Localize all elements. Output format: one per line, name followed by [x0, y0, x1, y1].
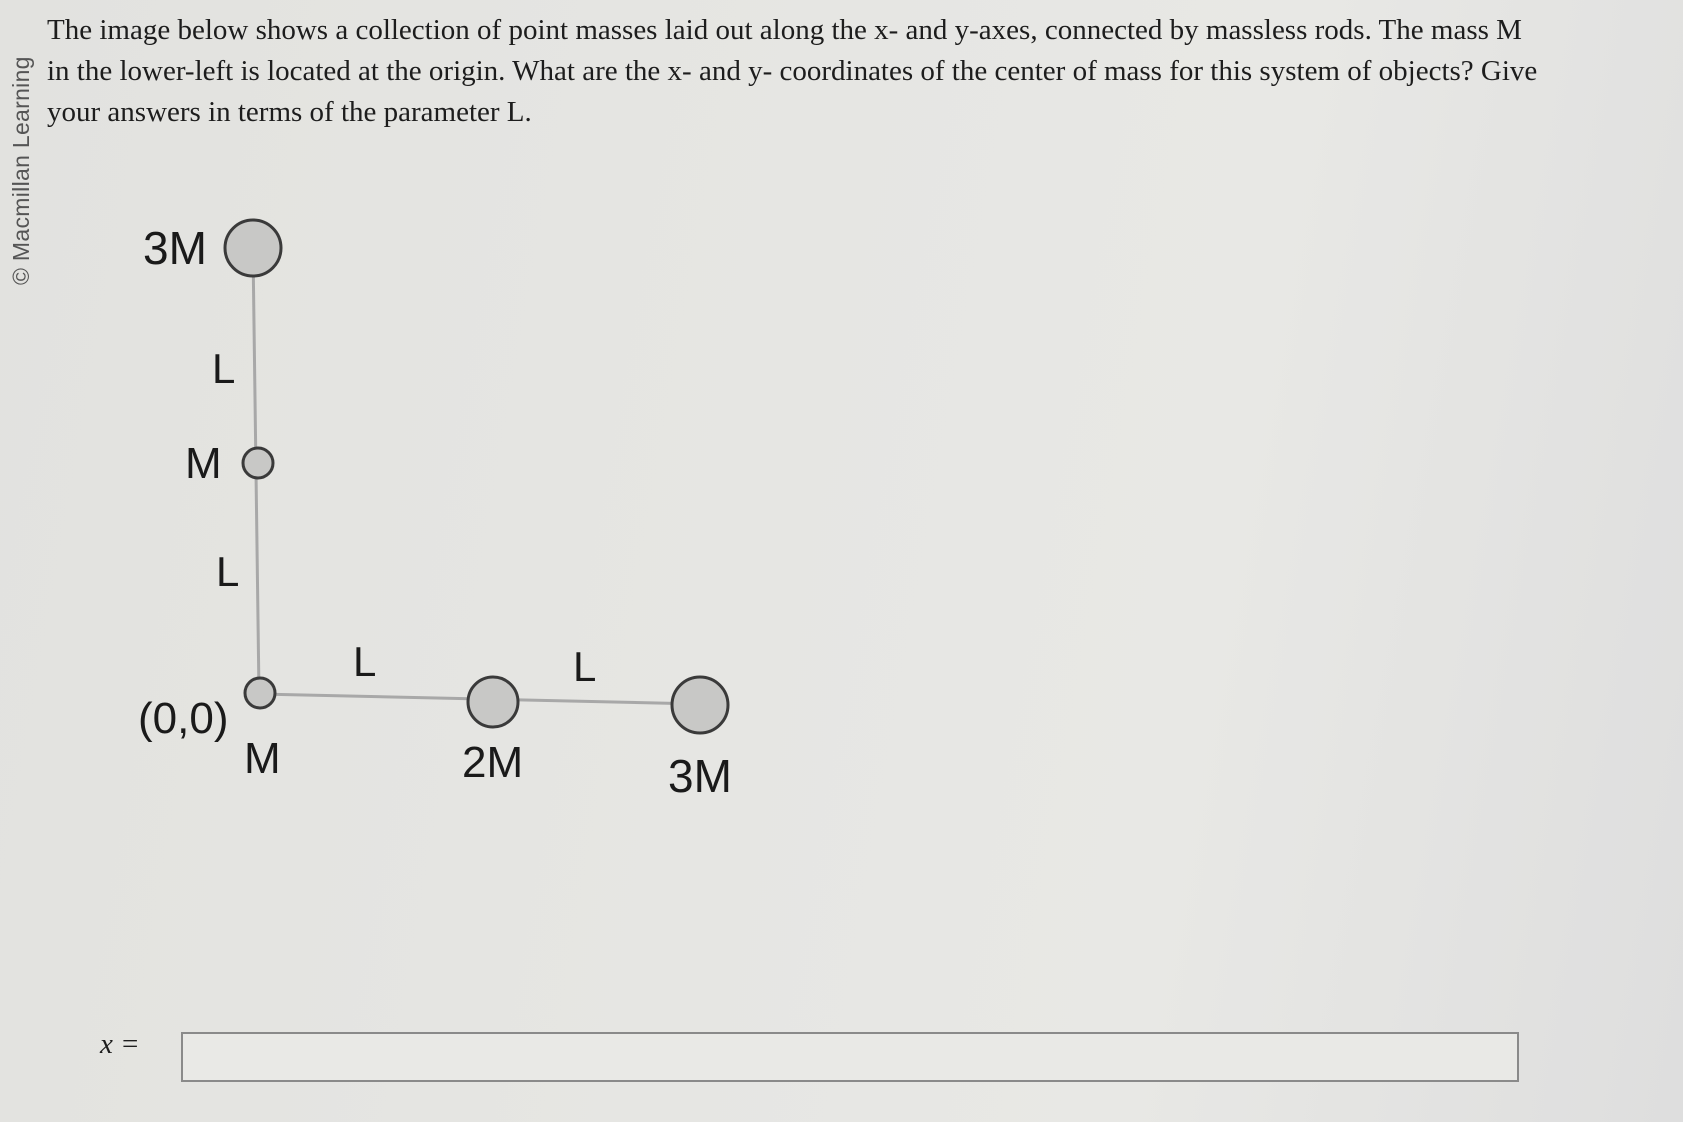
- segment-length-horizontal-left: L: [353, 638, 377, 685]
- question-line-1: The image below shows a collection of point masses laid out along the x- and y-axes, connected by massless rods. The mass M: [47, 14, 1522, 46]
- segment-length-vertical-upper: L: [212, 345, 236, 392]
- mass-middle-label: M: [185, 439, 222, 488]
- mass-middle-circle: [243, 448, 273, 478]
- question-line-2: in the lower-left is located at the origin. What are the x- and y- coordinates of the center of mass for this system of objects? Give: [47, 55, 1538, 87]
- x-answer-label: x =: [100, 1028, 140, 1060]
- segment-length-horizontal-right: L: [573, 643, 597, 690]
- mass-right-1-label: 2M: [462, 738, 524, 787]
- mass-origin-label: M: [244, 734, 281, 783]
- mass-right-2-circle: [672, 677, 728, 733]
- x-answer-input[interactable]: [181, 1032, 1519, 1082]
- copyright-credit: © Macmillan Learning: [8, 56, 34, 285]
- segment-length-vertical-lower: L: [216, 548, 240, 595]
- mass-right-1-circle: [468, 677, 518, 727]
- mass-origin-circle: [245, 678, 275, 708]
- question-line-3: your answers in terms of the parameter L.: [47, 96, 532, 128]
- origin-coordinate-label: (0,0): [138, 694, 229, 743]
- mass-top-circle: [225, 220, 281, 276]
- mass-right-2-label: 3M: [668, 750, 732, 802]
- mass-top-label: 3M: [143, 222, 207, 274]
